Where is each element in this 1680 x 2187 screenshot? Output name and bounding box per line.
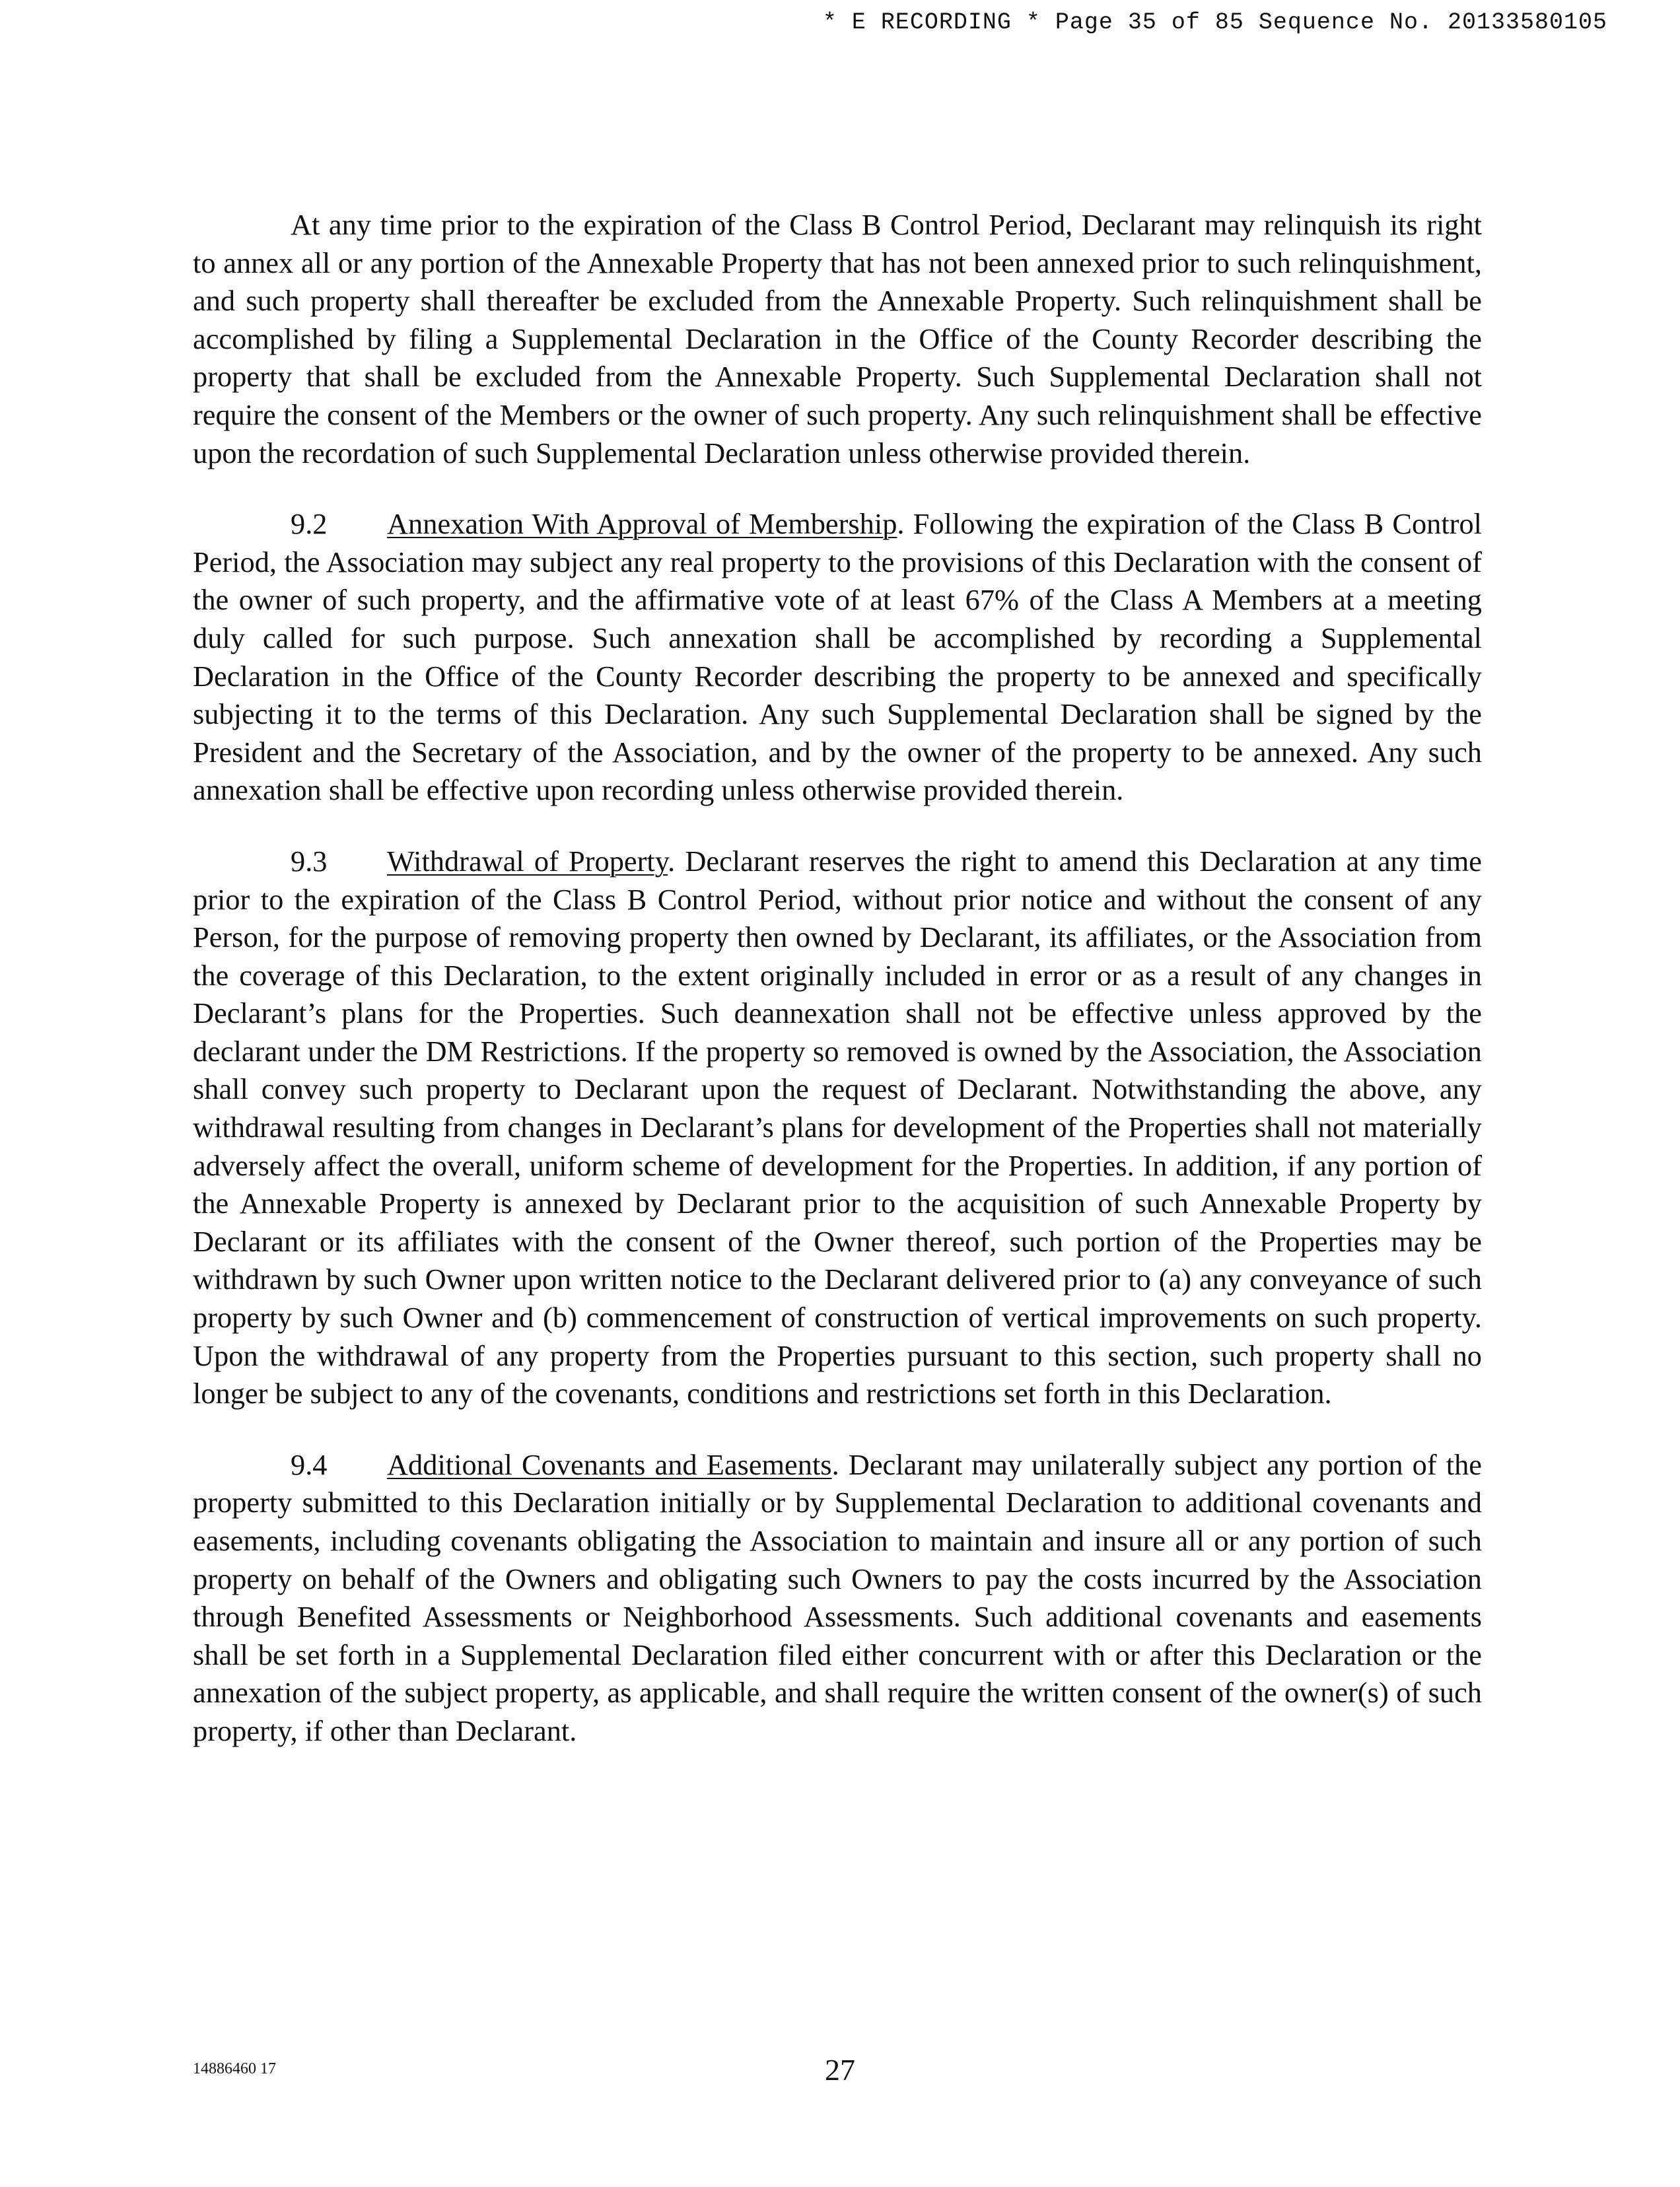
section-9-3 — [193, 843, 1482, 1413]
paragraph-relinquishment: At any time prior to the expiration of the Class B Control Period, Declarant may relinquish its right to annex all or any portion of the Annexable Property that has not been annexed prior to such relinquishment, and such property shall thereafter be excluded from the Annexable Property. Such relinquishment shall be accomplished by filing a Supplemental Declaration in the Office of the County Recorder describing the property that shall be excluded from the Annexable Property. Such Supplemental Declaration shall not require the consent of the Members or the owner of such property. Any such relinquishment shall be effective upon the recordation of such Supplemental Declaration unless otherwise provided therein. — [193, 208, 1482, 469]
document-body — [193, 206, 1482, 1784]
section-body: . Declarant may unilaterally subject any portion of the property submitted to this Declaration initially or by Supplemental Declaration to additional covenants and easements, including covenants obligating the Association to maintain and insure all or any portion of such property on behalf of the Owners and obligating such Owners to pay the costs incurred by the Association through Benefited Assessments or Neighborhood Assessments. Such additional covenants and easements shall be set forth in a Supplemental Declaration filed either concurrent with or after this Declaration or the annexation of the subject property, as applicable, and shall require the written consent of the owner(s) of such property, if other than Declarant. — [193, 1447, 1483, 1747]
section-9-2 — [193, 505, 1482, 810]
section-number: 9.2 — [291, 507, 328, 541]
document-id: 14886460 17 — [193, 2060, 276, 2077]
page-number: 27 — [825, 2053, 855, 2087]
section-number: 9.4 — [291, 1447, 328, 1481]
section-body: . Declarant reserves the right to amend this Declaration at any time prior to the expiration of the Class B Control Period, without prior notice and without the consent of any Person, for the purpose of removing property then owned by Declarant, its affiliates, or the Association from the coverage of this Declaration, to the extent originally included in error or as a result of any changes in Declarant’s plans for the Properties. Such deannexation shall not be effective unless approved by the declarant under the DM Restrictions. If the property so removed is owned by the Association, the Association shall convey such property to Declarant upon the request of Declarant. Notwithstanding the above, any withdrawal resulting from changes in Declarant’s plans for development of the Properties shall not materially adversely affect the overall, uniform scheme of development for the Properties. In addition, if any portion of the Annexable Property is annexed by Declarant prior to the acquisition of such Annexable Property by Declarant or its affiliates with the consent of the Owner thereof, such portion of the Properties may be withdrawn by such Owner upon written notice to the Declarant delivered prior to (a) any conveyance of such property by such Owner and (b) commencement of construction of vertical improvements on such property. Upon the withdrawal of any property from the Properties pursuant to this section, such property shall no longer be subject to any of the covenants, conditions and restrictions set forth in this Declaration. — [193, 844, 1483, 1410]
section-9-4 — [193, 1446, 1482, 1751]
section-title: Annexation With Approval of Membership — [387, 507, 897, 541]
section-body: . Following the expiration of the Class B Control Period, the Association may subject any real property to the provisions of this Declaration with the consent of the owner of such property, and the affirmative vote of at least 67% of the Class A Members at a meeting duly called for such purpose. Such annexation shall be accomplished by recording a Supplemental Declaration in the Office of the County Recorder describing the property to be annexed and specifically subjecting it to the terms of this Declaration. Any such Supplemental Declaration shall be signed by the President and the Secretary of the Association, and by the owner of the property to be annexed. Any such annexation shall be effective upon recording unless otherwise provided therein. — [193, 507, 1482, 807]
section-title: Withdrawal of Property — [387, 844, 668, 878]
recording-stamp: * E RECORDING * Page 35 of 85 Sequence No. 20133580105 — [822, 9, 1607, 36]
section-title: Additional Covenants and Easements — [387, 1447, 832, 1481]
section-number: 9.3 — [291, 844, 328, 878]
